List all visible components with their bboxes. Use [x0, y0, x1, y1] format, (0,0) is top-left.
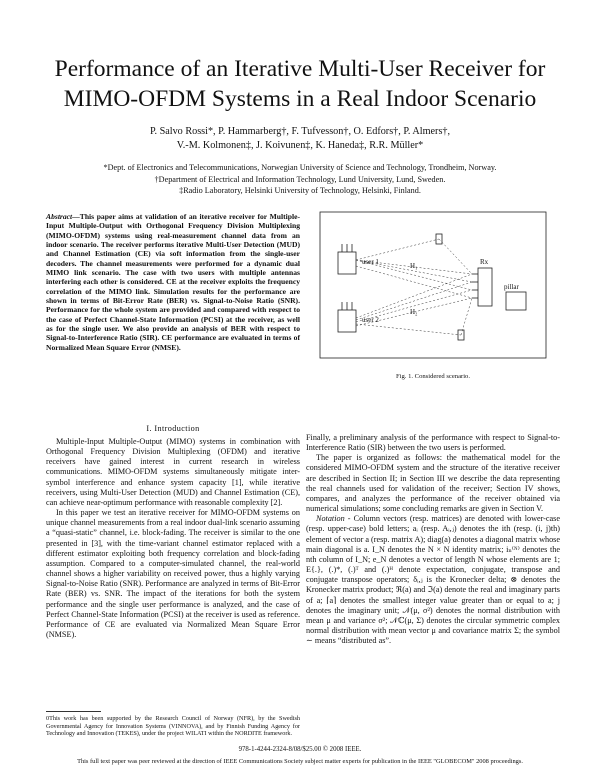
- intro-paragraph-1: Multiple-Input Multiple-Output (MIMO) systems in combination with Orthogonal Frequency Division Multiplexing (OFDM) and iterative receivers have gained interest in current research in wireless communications. MIMO-OFDM systems simultaneously mitigate inter-symbol interference and enhance system capacity [1], while iterative receivers, using Multi-User Detection (MUD) and Channel Estimation (CE), can achieve near-optimum performance with reasonable complexity [2].: [46, 437, 300, 507]
- label-user2: user 2: [362, 316, 379, 324]
- label-user1: user 1: [362, 258, 379, 266]
- user2-antenna-icon: [338, 302, 356, 332]
- right-paragraph-2: The paper is organized as follows: the mathematical model for the considered MIMO-OFDM system and the structure of the iterative receiver are described in Section II; in Section III we describe the data representing the real channels used for validation of the receiver; Section IV shows, compares, and analyzes the performance of the receiver obtained via numerical simulations; some concluding remarks are given in Section V.: [306, 453, 560, 514]
- funding-footnote: 0This work has been supported by the Research Council of Norway (NFR), by the Swedish Governmental Agency for Innovation Systems (VINNOVA), and by Finnish Funding Agency for Technology and Innovation (TEKES), under the project WILATI within the NORDITE framework.: [46, 715, 300, 738]
- copyright-line: 978-1-4244-2324-8/08/$25.00 © 2008 IEEE.: [238, 746, 362, 753]
- footnote-rule: [46, 711, 101, 712]
- affiliation-lund: †Department of Electrical and Information Technology, Lund University, Lund, Sweden.: [154, 174, 446, 184]
- label-pillar: pillar: [504, 283, 519, 291]
- abstract-text: —This paper aims at validation of an iterative receiver for Multiple-Input Multiple-Output with Orthogonal Frequency Division Multiplexing (MIMO-OFDM) systems using real-measurement channel data from an indoor scenario. The receiver performs iterative Multi-User Detection (MUD) and Channel Estimation (CE) via soft information from the single-user decoders. The channel measurements were performed for a dynamic dual MIMO link scenario. The case with two users with multiple antennas interfering each other is considered. CE at the receiver exploits the frequency correlation of the MIMO link. Simulation results for the performance are shown in terms of Bit-Error Rate (BER) vs. Signal-to-Noise Ratio (SNR). Performance for the whole system are provided and compared with respect to the case of Perfect Channel-State Information (PCSI) at the receiver, as well as for the single user. We also provide an analysis of BER with respect to Signal-to-Interference Ratio (SIR). CE performance are evaluated in terms of Normalized Mean Square Error (NMSE).: [46, 212, 300, 352]
- pillar-icon: [506, 292, 526, 310]
- intro-paragraph-2: In this paper we test an iterative receiver for MIMO-OFDM systems on unique channel measurements from a real indoor dual-link scenario assuming a “quasi-static” channel, i.e. block-fading. The receiver is similar to the one presented in [3], with the time-variant channel estimator replaced with a different estimator exploiting both frequency correlation and block-fading assumption. Compared to a computer-simulated channel, the real-world channel shows a higher variability on received power, thus a highly varying Signal-to-Noise Ratio (SNR). Performance are analyzed in terms of Bit-Error Rate (BER) vs. SNR. The impact of the iterations for both the system performance and the single user performance is analyzed, and the case of Perfect Channel-State Information (PCSI) at the receiver is used as reference. Performance of CE are evaluated via Normalized Mean Square Error (NMSE).: [46, 508, 300, 639]
- abstract-lead: Abstract: [46, 212, 73, 221]
- figure-caption: Fig. 1. Considered scenario.: [396, 373, 470, 380]
- introduction-body: [46, 437, 300, 640]
- abstract: [46, 212, 300, 352]
- author-line-2: V.-M. Kolmonen‡, J. Koivunen‡, K. Haneda‡, R.R. Müller*: [176, 140, 424, 151]
- author-list: [40, 125, 560, 153]
- notation-paragraph: [306, 514, 560, 646]
- label-h1: H₁: [410, 262, 418, 270]
- notation-lead: Notation: [316, 514, 345, 524]
- author-line-1: P. Salvo Rossi*, P. Hammarberg†, F. Tufvesson†, O. Edfors†, P. Almers†,: [149, 126, 451, 137]
- label-rx: Rx: [480, 258, 489, 266]
- paper-title: Performance of an Iterative Multi-User Receiver for MIMO-OFDM Systems in a Real Indoor Scenario: [54, 56, 546, 112]
- section-heading-introduction: I. Introduction: [146, 424, 200, 433]
- label-h2: H₂: [410, 308, 418, 316]
- affiliations: [30, 162, 570, 197]
- notation-text: - Column vectors (resp. matrices) are denoted with lower-case (resp. upper-case) bold letters; aᵢ (resp. Aᵢ,ⱼ) denotes the ith (resp. (i, j)th) element of vector a (resp. matrix A); diag(a) denotes a diagonal matrix whose main diagonal is a. I_N denotes the N × N identity matrix; iₙ⁽ᴺ⁾ denotes the nth column of I_N; e_N denotes a vector of length N whose elements are 1; E{.}, (.)*, (.)ᵀ and (.)ᴴ denote expectation, conjugate, transpose and conjugate transpose operators; δᵢ,ⱼ is the Kronecker delta; ⊗ denotes the Kronecker matrix product; ℜ(a) and ℑ(a) denote the real and imaginary parts of a; ⌈a⌉ denotes the smallest integer value greater than or equal to a; j denotes the imaginary unit; 𝒩(μ, σ²) denotes the normal distribution with mean μ and variance σ²; 𝒩ℂ(μ, Σ) denotes the circular symmetric complex normal distribution with mean vector μ and covariance matrix Σ; the symbol ∼ means “distributed as”.: [306, 514, 560, 646]
- affiliation-ntnu: *Dept. of Electronics and Telecommunications, Norwegian University of Science and Technology, Trondheim, Norway.: [103, 163, 497, 172]
- user1-antenna-icon: [338, 244, 356, 274]
- scenario-figure: [318, 210, 548, 360]
- affiliation-helsinki: ‡Radio Laboratory, Helsinki University of Technology, Helsinki, Finland.: [179, 186, 421, 195]
- peer-review-notice: This full text paper was peer reviewed at the direction of IEEE Communications Society subject matter experts for publication in the IEEE "GLOBECOM" 2008 proceedings.: [77, 758, 523, 765]
- receiver-antenna-icon: [472, 268, 492, 306]
- right-paragraph-1: Finally, a preliminary analysis of the performance with respect to Signal-to-Interference Ratio (SIR) between the two users is performed.: [306, 433, 560, 453]
- right-column-body: [306, 433, 560, 646]
